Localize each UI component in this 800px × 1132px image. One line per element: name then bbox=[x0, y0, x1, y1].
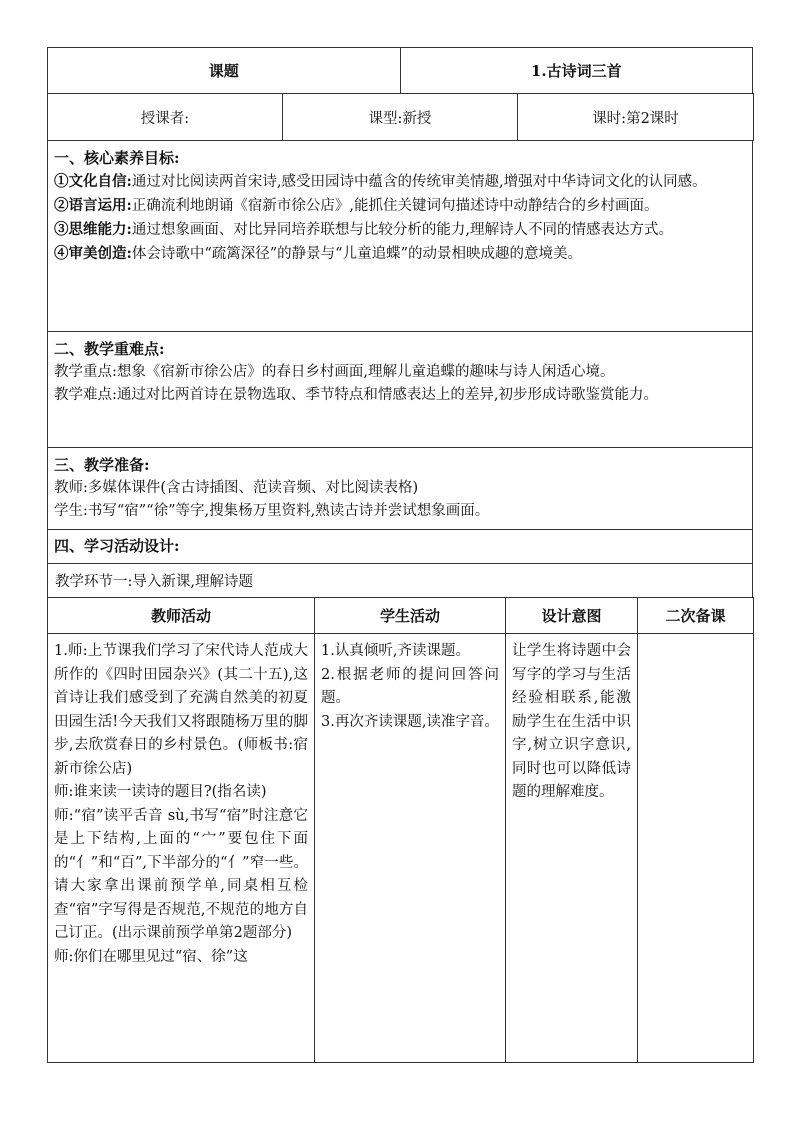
section-title: 一、核心素养目标: bbox=[54, 149, 180, 167]
lesson-period: 课时:第2课时 bbox=[518, 94, 754, 141]
teacher-label: 授课者: bbox=[48, 94, 283, 141]
section-core-goals bbox=[48, 141, 753, 332]
section-preparation bbox=[48, 448, 753, 530]
col-header-second: 二次备课 bbox=[638, 598, 754, 634]
teaching-segment: 教学环节一:导入新课,理解诗题 bbox=[48, 564, 753, 598]
section-key-points bbox=[48, 332, 753, 448]
lesson-header-table bbox=[47, 47, 753, 94]
section-title: 二、教学重难点: bbox=[54, 340, 165, 358]
lesson-info-table bbox=[47, 93, 754, 141]
section-activity-title: 四、学习活动设计: bbox=[48, 530, 753, 564]
teacher-prep-line: 教师:多媒体课件(含古诗插图、范读音频、对比阅读表格) bbox=[54, 480, 419, 496]
col-header-student: 学生活动 bbox=[315, 598, 506, 634]
sections-table bbox=[47, 140, 753, 598]
key-point-line: 教学重点:想象《宿新市徐公店》的春日乡村画面,理解儿童追蝶的趣味与诗人闲适心境。 bbox=[54, 364, 615, 380]
goal-item: ④审美创造:体会诗歌中“疏篱深径”的静景与“儿童追蝶”的动景相映成趣的意境美。 bbox=[54, 245, 583, 262]
activity-table bbox=[47, 597, 754, 1063]
lesson-plan-page bbox=[47, 47, 753, 1063]
goal-item: ③思维能力:通过想象画面、对比异同培养联想与比较分析的能力,理解诗人不同的情感表达方式。 bbox=[54, 221, 673, 238]
difficulty-line: 教学难点:通过对比两首诗在景物选取、季节特点和情感表达上的差异,初步形成诗歌鉴赏能力。 bbox=[54, 387, 658, 403]
teacher-activity-cell: 1.师:上节课我们学习了宋代诗人范成大所作的《四时田园杂兴》(其二十五),这首诗让我们感受到了充满自然美的初夏田园生活!今天我们又将跟随杨万里的脚步,去欣赏春日的乡村景色。(师板书:宿新市徐公店) 师:谁来读一读诗的题目?(指名读) 师:“宿”读平舌音 sù,书写“宿”时注意它是上下结构,上面的“宀”要包住下面的“亻”和“百”,下半部分的“亻”窄一些。请大家拿出课前预学单,同桌相互检查“宿”字写得是否规范,不规范的地方自己订正。(出示课前预学单第2题部分) 师:你们在哪里见过“宿、徐”这 bbox=[48, 634, 315, 1063]
lesson-type: 课型:新授 bbox=[283, 94, 518, 141]
topic-label: 课题 bbox=[48, 48, 401, 94]
col-header-teacher: 教师活动 bbox=[48, 598, 315, 634]
student-prep-line: 学生:书写“宿”“徐”等字,搜集杨万里资料,熟读古诗并尝试想象画面。 bbox=[54, 503, 490, 519]
section-title: 三、教学准备: bbox=[54, 456, 150, 474]
goal-item: ①文化自信:通过对比阅读两首宋诗,感受田园诗中蕴含的传统审美情趣,增强对中华诗词文化的认同感。 bbox=[54, 173, 707, 190]
topic-value: 1.古诗词三首 bbox=[400, 48, 753, 94]
goal-item: ②语言运用:正确流利地朗诵《宿新市徐公店》,能抓住关键词句描述诗中动静结合的乡村画面。 bbox=[54, 197, 659, 214]
design-intent-cell: 让学生将诗题中会写字的学习与生活经验相联系,能激励学生在生活中识字,树立识字意识,同时也可以降低诗题的理解难度。 bbox=[506, 634, 638, 1063]
student-activity-cell: 1.认真倾听,齐读课题。 2.根据老师的提问回答问题。 3.再次齐读课题,读准字音。 bbox=[315, 634, 506, 1063]
col-header-intent: 设计意图 bbox=[506, 598, 638, 634]
second-prep-cell bbox=[638, 634, 754, 1063]
